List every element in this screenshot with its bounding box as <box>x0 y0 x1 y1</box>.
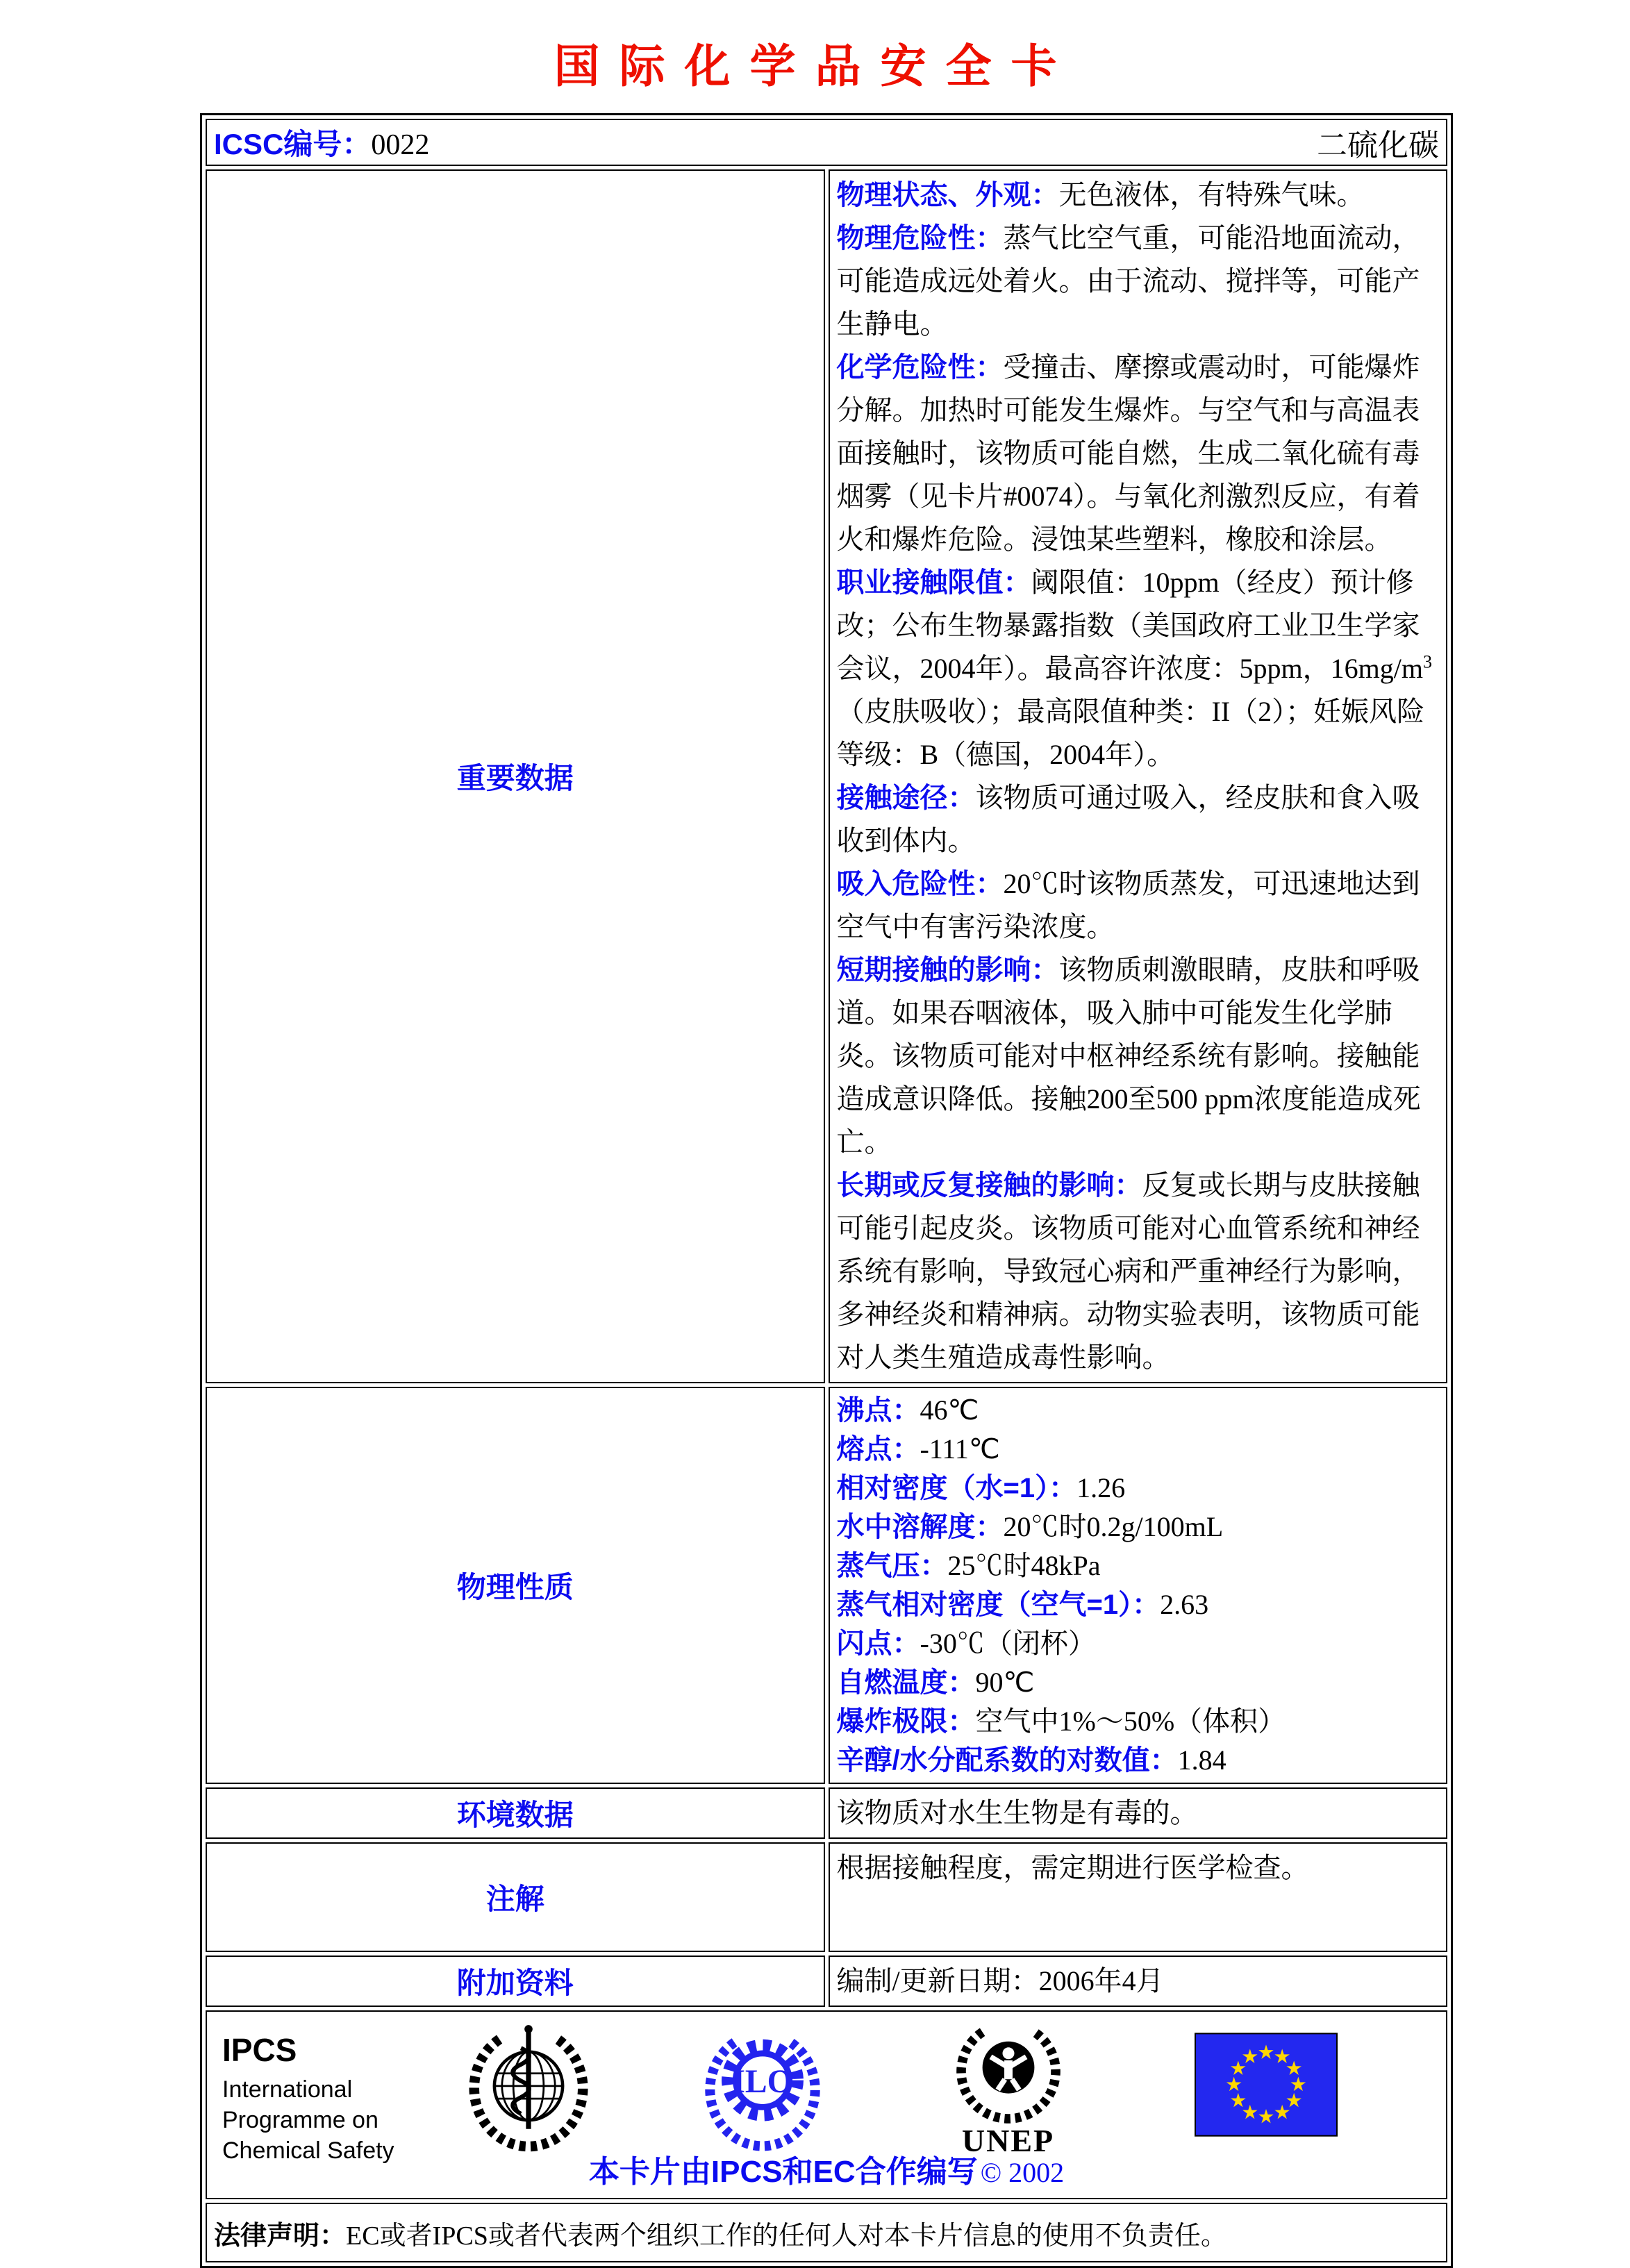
important-data-item <box>837 776 1440 862</box>
important-data-item <box>837 174 1440 217</box>
physical-properties-content <box>829 1387 1448 1784</box>
item-label: 职业接触限值： <box>836 567 1031 598</box>
notes-text: 根据接触程度，需定期进行医学检查。 <box>836 1852 1309 1883</box>
physical-property-item <box>837 1663 1440 1702</box>
unep-wordmark: UNEP <box>961 2123 1055 2158</box>
credit-year: © 2002 <box>980 2157 1065 2188</box>
item-text: 20℃时0.2g/100mL <box>1003 1511 1224 1542</box>
page-title: 国际化学品安全卡 <box>554 40 1076 92</box>
item-label: 蒸气压： <box>836 1551 948 1581</box>
notes-content <box>829 1842 1448 1952</box>
legal-row <box>206 2203 1447 2262</box>
item-text: -30℃（闭杯） <box>920 1628 1096 1659</box>
ipcs-acronym: IPCS <box>222 2032 297 2068</box>
icsc-number-label: ICSC编号： <box>214 128 372 160</box>
logos-cell <box>206 2010 1447 2199</box>
physical-property-item <box>837 1391 1440 1430</box>
important-data-item <box>837 561 1440 776</box>
ipcs-line3: Chemical Safety <box>222 2137 394 2164</box>
item-text: 无色液体，有特殊气味。 <box>1058 179 1365 210</box>
ilo-letters: ILO <box>732 2064 793 2101</box>
item-text: 该物质刺激眼睛，皮肤和呼吸道。如果吞咽液体，吸入肺中可能发生化学肺炎。该物质可能对中枢神经系统有影响。接触能造成意识降低。接触200至500 ppm浓度能造成死亡。 <box>836 954 1421 1158</box>
header-cell <box>206 119 1447 166</box>
physical-property-item <box>837 1430 1440 1469</box>
physical-property-item <box>837 1702 1440 1741</box>
important-data-row <box>206 169 1447 1383</box>
environmental-data-row <box>206 1787 1447 1839</box>
additional-info-label: 附加资料 <box>206 1956 825 2007</box>
important-data-label: 重要数据 <box>206 169 825 1383</box>
item-label: 自燃温度： <box>836 1667 976 1698</box>
item-label: 辛醇/水分配系数的对数值： <box>836 1745 1178 1776</box>
item-label: 化学危险性： <box>836 352 1004 383</box>
credit-line <box>207 2146 1446 2191</box>
icsc-number-group <box>214 122 429 163</box>
item-text: 1.84 <box>1177 1744 1226 1776</box>
ilo-emblem-icon <box>701 2023 824 2165</box>
legal-label: 法律声明： <box>214 2221 347 2251</box>
item-text: 空气中1%～50%（体积） <box>975 1706 1286 1737</box>
item-label: 蒸气相对密度（空气=1）： <box>836 1590 1161 1620</box>
physical-property-item <box>837 1741 1440 1780</box>
item-text: 该物质可通过吸入，经皮肤和食入吸收到体内。 <box>836 782 1420 856</box>
physical-property-item <box>837 1469 1440 1508</box>
physical-property-item <box>837 1624 1440 1663</box>
item-label: 沸点： <box>836 1395 920 1426</box>
additional-info-row <box>206 1956 1447 2007</box>
item-text: 反复或长期与皮肤接触可能引起皮炎。该物质可能对心血管系统和神经系统有影响，导致冠心病和严重神经行为影响，多神经炎和精神病。动物实验表明，该物质可能对人类生殖造成毒性影响。 <box>836 1169 1420 1373</box>
item-text: 46℃ <box>920 1394 979 1426</box>
notes-row <box>206 1842 1447 1952</box>
eu-flag-icon <box>1195 2033 1338 2137</box>
item-text: 1.26 <box>1076 1472 1126 1503</box>
unep-logo-block <box>947 2020 1069 2159</box>
notes-label: 注解 <box>206 1842 825 1952</box>
logos-row <box>206 2010 1447 2199</box>
additional-info-text: 编制/更新日期：2006年4月 <box>836 1965 1164 1996</box>
physical-property-item <box>837 1585 1440 1624</box>
item-superscript: 3 <box>1422 651 1432 672</box>
item-label: 吸入危险性： <box>836 869 1004 899</box>
important-data-item <box>837 949 1440 1164</box>
item-text: 2.63 <box>1160 1589 1209 1620</box>
environmental-data-text: 该物质对水生生物是有毒的。 <box>836 1797 1198 1828</box>
item-label: 接触途径： <box>836 783 976 813</box>
additional-info-content <box>829 1956 1448 2007</box>
important-data-item <box>837 1164 1440 1379</box>
unep-emblem-icon <box>949 2020 1067 2124</box>
important-data-item <box>837 217 1440 346</box>
item-label: 熔点： <box>836 1434 920 1465</box>
item-label: 物理危险性： <box>836 223 1004 253</box>
important-data-content <box>829 169 1448 1383</box>
item-text: -111℃ <box>920 1433 1000 1465</box>
legal-cell <box>206 2203 1447 2262</box>
item-text: 90℃ <box>975 1667 1035 1698</box>
physical-property-item <box>837 1508 1440 1546</box>
icsc-card-table <box>200 113 1453 2268</box>
item-text: 受撞击、摩擦或震动时，可能爆炸分解。加热时可能发生爆炸。与空气和与高温表面接触时，该物质可能自燃，生成二氧化硫有毒烟雾（见卡片#0074）。与氧化剂激烈反应，有着火和爆炸危险。浸蚀某些塑料，橡胶和涂层。 <box>836 351 1420 555</box>
item-label: 水中溶解度： <box>836 1512 1004 1542</box>
physical-properties-label: 物理性质 <box>206 1387 825 1784</box>
credit-text: 本卡片由IPCS和EC合作编写 <box>588 2155 978 2189</box>
item-label: 物理状态、外观： <box>836 180 1059 210</box>
item-label: 闪点： <box>836 1628 920 1659</box>
item-text: 阈限值：10ppm（经皮）预计修改；公布生物暴露指数（美国政府工业卫生学家会议，2004年）。最高容许浓度：5ppm，16mg/m <box>836 567 1423 684</box>
important-data-item <box>837 346 1440 561</box>
chemical-name: 二硫化碳 <box>1317 128 1439 162</box>
item-label: 长期或反复接触的影响： <box>836 1170 1142 1201</box>
ipcs-line1: International <box>222 2076 353 2103</box>
physical-property-item <box>837 1546 1440 1585</box>
physical-properties-row <box>206 1387 1447 1784</box>
item-text-continued: （皮肤吸收）；最高限值种类：II（2）；妊娠风险等级：B（德国，2004年）。 <box>836 696 1425 770</box>
important-data-item <box>837 862 1440 949</box>
item-label: 短期接触的影响： <box>836 955 1059 985</box>
icsc-number-value: 0022 <box>371 129 430 161</box>
item-label: 相对密度（水=1）： <box>836 1473 1077 1503</box>
item-label: 爆炸极限： <box>836 1706 976 1737</box>
environmental-data-label: 环境数据 <box>206 1787 825 1839</box>
item-text: 蒸气比空气重，可能沿地面流动，可能造成远处着火。由于流动、搅拌等，可能产生静电。 <box>836 222 1420 340</box>
item-text: 25℃时48kPa <box>947 1550 1101 1581</box>
who-emblem-icon <box>465 2020 592 2165</box>
header-row <box>206 119 1447 166</box>
item-text: 20℃时该物质蒸发，可迅速地达到空气中有害污染浓度。 <box>836 868 1420 942</box>
environmental-data-content <box>829 1787 1448 1839</box>
legal-text: EC或者IPCS或者代表两个组织工作的任何人对本卡片信息的使用不负责任。 <box>346 2221 1227 2251</box>
ipcs-block <box>222 2031 394 2166</box>
ipcs-line2: Programme on <box>222 2107 379 2133</box>
